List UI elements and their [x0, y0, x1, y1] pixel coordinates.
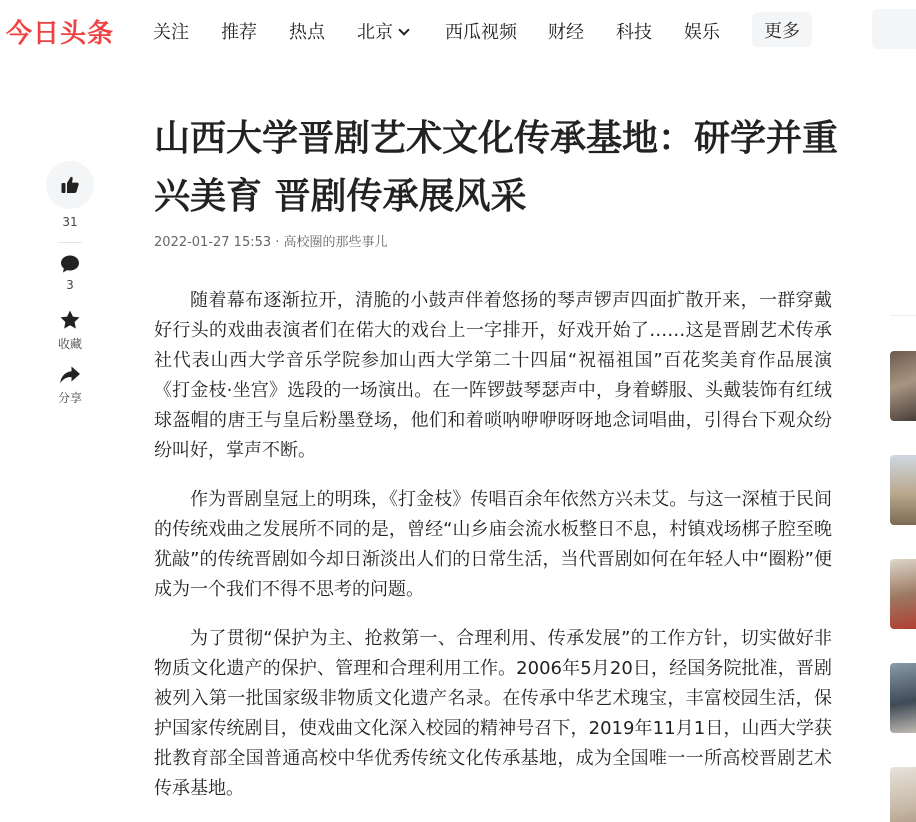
article-meta: 2022-01-27 15:53 · 高校圈的那些事儿 — [154, 235, 388, 250]
related-article-thumbnail[interactable] — [890, 351, 916, 421]
article-paragraph: 作为晋剧皇冠上的明珠，《打金枝》传唱百余年依然方兴未艾。与这一深植于民间的传统戏曲之发展所不同的是，曾经“山乡庙会流水板整日不息，村镇戏场梆子腔至晚犹敲”的传统晋剧如今却日渐淡出人们的日常生活，当代晋剧如何在年轻人中“圈粉”便成为一个我们不得不思考的问题。 — [154, 489, 832, 600]
related-article-thumbnail[interactable] — [890, 663, 916, 733]
article-paragraph: 随着幕布逐渐拉开，清脆的小鼓声伴着悠扬的琴声锣声四面扩散开来，一群穿戴好行头的戏曲表演者们在偌大的戏台上一字排开，好戏开始了……这是晋剧艺术传承社代表山西大学音乐学院参加山西大学第二十四届“祝福祖国”百花奖美育作品展演《打金枝·坐宫》选段的一场演出。在一阵锣鼓琴瑟声中，身着蟒服、头戴装饰有红绒球盔帽的唐王与皇后粉墨登场，他们和着唢呐咿咿呀呀地念词唱曲，引得台下观众纷纷叫好，掌声不断。 — [154, 290, 832, 461]
nav-item-finance[interactable]: 财经 — [548, 22, 584, 43]
related-article-thumbnail[interactable] — [890, 767, 916, 822]
article-paragraph: 为了贯彻“保护为主、抢救第一、合理利用、传承发展”的工作方针，切实做好非物质文化遗产的保护、管理和合理利用工作。2006年5月20日，经国务院批准，晋剧被列入第一批国家级非物质文化遗产名录。在传承中华艺术瑰宝，丰富校园生活，保护国家传统剧目，使戏曲文化深入校园的精神号召下，2019年11月1日，山西大学获批教育部全国普通高校中华优秀传统文化传承基地，成为全国唯一一所高校晋剧艺术传承基地。 — [154, 628, 832, 799]
favorite-label: 收藏 — [57, 337, 82, 351]
related-article-thumbnail[interactable] — [890, 455, 916, 525]
article-body — [154, 286, 832, 822]
share-label: 分享 — [57, 391, 82, 405]
top-navigation — [0, 0, 916, 60]
nav-item-hot[interactable]: 热点 — [289, 22, 325, 43]
related-article-thumbnail[interactable] — [890, 559, 916, 629]
comment-count: 3 — [66, 278, 74, 292]
article-title: 山西大学晋剧艺术文化传承基地：研学并重兴美育 晋剧传承展风采 — [154, 118, 839, 217]
like-count: 31 — [62, 215, 78, 229]
thumbs-up-icon — [60, 175, 80, 195]
side-divider — [58, 242, 82, 243]
site-logo[interactable]: 今日头条 — [6, 19, 115, 49]
star-icon — [59, 309, 81, 331]
nav-item-beijing[interactable] — [357, 18, 408, 44]
right-rail-divider — [890, 315, 916, 316]
nav-more-button[interactable]: 更多 — [752, 12, 812, 47]
like-button[interactable] — [46, 161, 94, 209]
side-action-bar — [46, 161, 94, 406]
nav-item-recommend[interactable]: 推荐 — [221, 22, 257, 43]
chevron-down-icon — [398, 24, 409, 35]
nav-item-entertainment[interactable]: 娱乐 — [684, 22, 720, 43]
share-button[interactable] — [46, 365, 94, 406]
nav-item-beijing-label: 北京 — [357, 22, 393, 43]
comment-button[interactable] — [46, 254, 94, 292]
favorite-button[interactable] — [46, 309, 94, 352]
nav-item-follow[interactable]: 关注 — [153, 22, 189, 43]
search-input[interactable] — [872, 9, 916, 49]
nav-item-tech[interactable]: 科技 — [616, 22, 652, 43]
comment-bubble-icon — [60, 254, 80, 274]
share-arrow-icon — [59, 365, 81, 385]
nav-item-xigua-video[interactable]: 西瓜视频 — [445, 22, 517, 43]
